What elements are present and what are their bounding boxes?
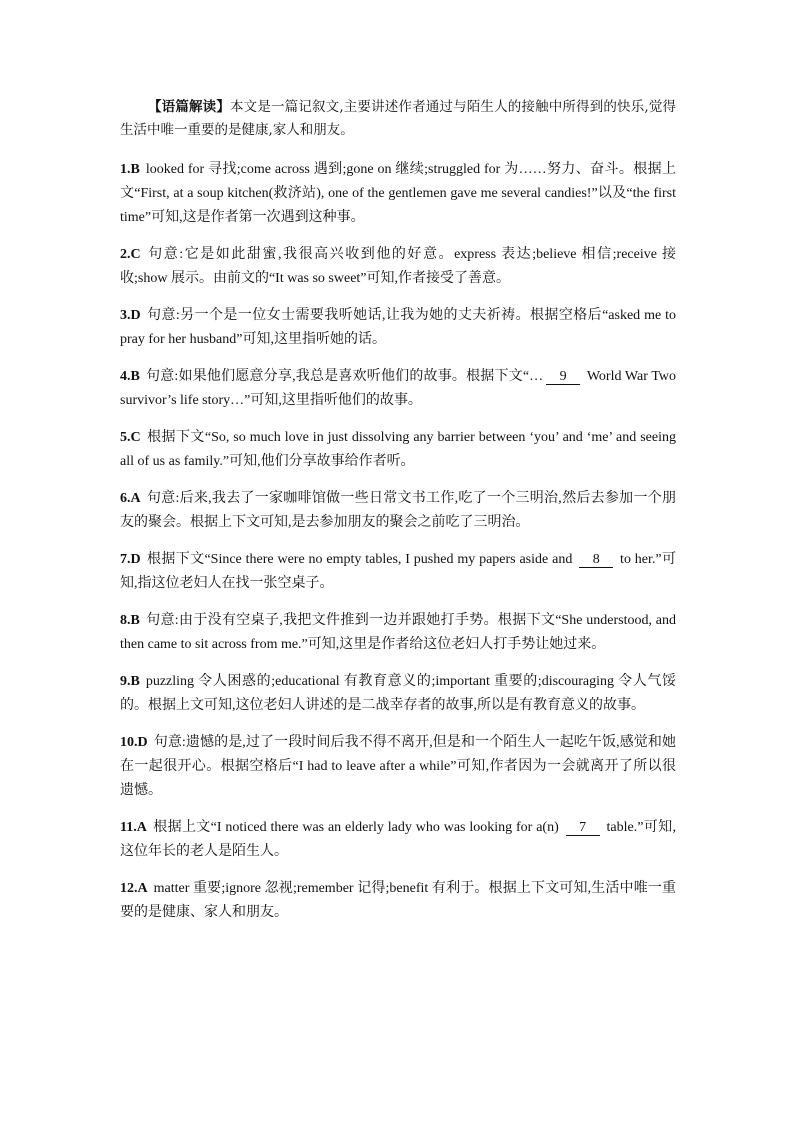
answer-item-2 <box>120 243 676 291</box>
answer-explanation: 句意:后来,我去了一家咖啡馆做一些日常文书工作,吃了一个三明治,然后去参加一个朋友的聚会。根据上下文可知,是去参加朋友的聚会之前吃了三明治。 <box>120 491 676 530</box>
answer-list <box>120 158 676 938</box>
answer-number: 1.B <box>120 162 140 177</box>
answer-explanation-pre: 根据上文“I noticed there was an elderly lady who was looking for a(n) <box>152 820 563 835</box>
answer-number: 10.D <box>120 735 148 750</box>
answer-item-6 <box>120 487 676 535</box>
answer-explanation-pre: 根据下文“Since there were no empty tables, I pushed my papers aside and <box>146 552 577 567</box>
answer-item-5 <box>120 426 676 474</box>
answer-number: 7.D <box>120 552 141 567</box>
answer-number: 3.D <box>120 308 141 323</box>
summary-tag: 【语篇解读】 <box>148 99 230 115</box>
answer-explanation-post: to her.”可知,指这位老妇人在找一张空桌子。 <box>120 552 676 591</box>
answer-explanation: looked for 寻找;come across 遇到;gone on 继续;struggled for 为……努力、奋斗。根据上文“First, at a soup kitchen(救济站), one of the gentlemen gave me several candies!”以及“the first time”可知,这是作者第一次遇到这种事。 <box>120 162 676 225</box>
answer-explanation-pre: 句意:如果他们愿意分享,我总是喜欢听他们的故事。根据下文“… <box>145 369 544 384</box>
answer-item-11 <box>120 816 676 864</box>
blank-number: 7 <box>566 820 600 836</box>
answer-number: 4.B <box>120 369 140 384</box>
answer-item-12 <box>120 877 676 925</box>
summary-text: 本文是一篇记叙文,主要讲述作者通过与陌生人的接触中所得到的快乐,觉得生活中唯一重要的是健康,家人和朋友。 <box>120 99 677 138</box>
blank-number: 9 <box>546 369 580 385</box>
answer-explanation: 句意:它是如此甜蜜,我很高兴收到他的好意。express 表达;believe 相信;receive 接收;show 展示。由前文的“It was so sweet”可知,作者接受了善意。 <box>120 247 676 286</box>
answer-number: 8.B <box>120 613 140 628</box>
answer-number: 11.A <box>120 820 147 835</box>
answer-explanation: puzzling 令人困惑的;educational 有教育意义的;important 重要的;discouraging 令人气馁的。根据上文可知,这位老妇人讲述的是二战幸存者的故事,所以是有教育意义的故事。 <box>120 674 676 713</box>
answer-explanation: 句意:由于没有空桌子,我把文件推到一边并跟她打手势。根据下文“She understood, and then came to sit across from me.”可知,这里是作者给这位老妇人打手势让她过来。 <box>120 613 676 652</box>
answer-explanation-post: table.”可知,这位年长的老人是陌生人。 <box>120 820 677 859</box>
answer-explanation: 根据下文“So, so much love in just dissolving any barrier between ‘you’ and ‘me’ and seeing all of us as family.”可知,他们分享故事给作者听。 <box>120 430 676 469</box>
passage-summary <box>120 96 676 142</box>
answer-item-9 <box>120 670 676 718</box>
answer-item-10 <box>120 731 676 803</box>
answer-explanation: matter 重要;ignore 忽视;remember 记得;benefit 有利于。根据上下文可知,生活中唯一重要的是健康、家人和朋友。 <box>120 881 676 920</box>
answer-item-7 <box>120 548 676 596</box>
answer-number: 5.C <box>120 430 141 445</box>
blank-number: 8 <box>579 552 613 568</box>
answer-explanation: 句意:另一个是一位女士需要我听她话,让我为她的丈夫祈祷。根据空格后“asked me to pray for her husband”可知,这里指听她的话。 <box>120 308 676 347</box>
answer-item-1 <box>120 158 676 230</box>
answer-number: 6.A <box>120 491 141 506</box>
answer-item-8 <box>120 609 676 657</box>
answer-explanation: 句意:遗憾的是,过了一段时间后我不得不离开,但是和一个陌生人一起吃午饭,感觉和她在一起很开心。根据空格后“I had to leave after a while”可知,作者因为一会就离开了所以很遗憾。 <box>120 735 676 798</box>
answer-item-3 <box>120 304 676 352</box>
answer-number: 9.B <box>120 674 140 689</box>
answer-number: 2.C <box>120 247 141 262</box>
answer-item-4 <box>120 365 676 413</box>
answer-number: 12.A <box>120 881 148 896</box>
answer-explanation-post: World War Two survivor’s life story…”可知,这里指听他们的故事。 <box>120 369 677 408</box>
